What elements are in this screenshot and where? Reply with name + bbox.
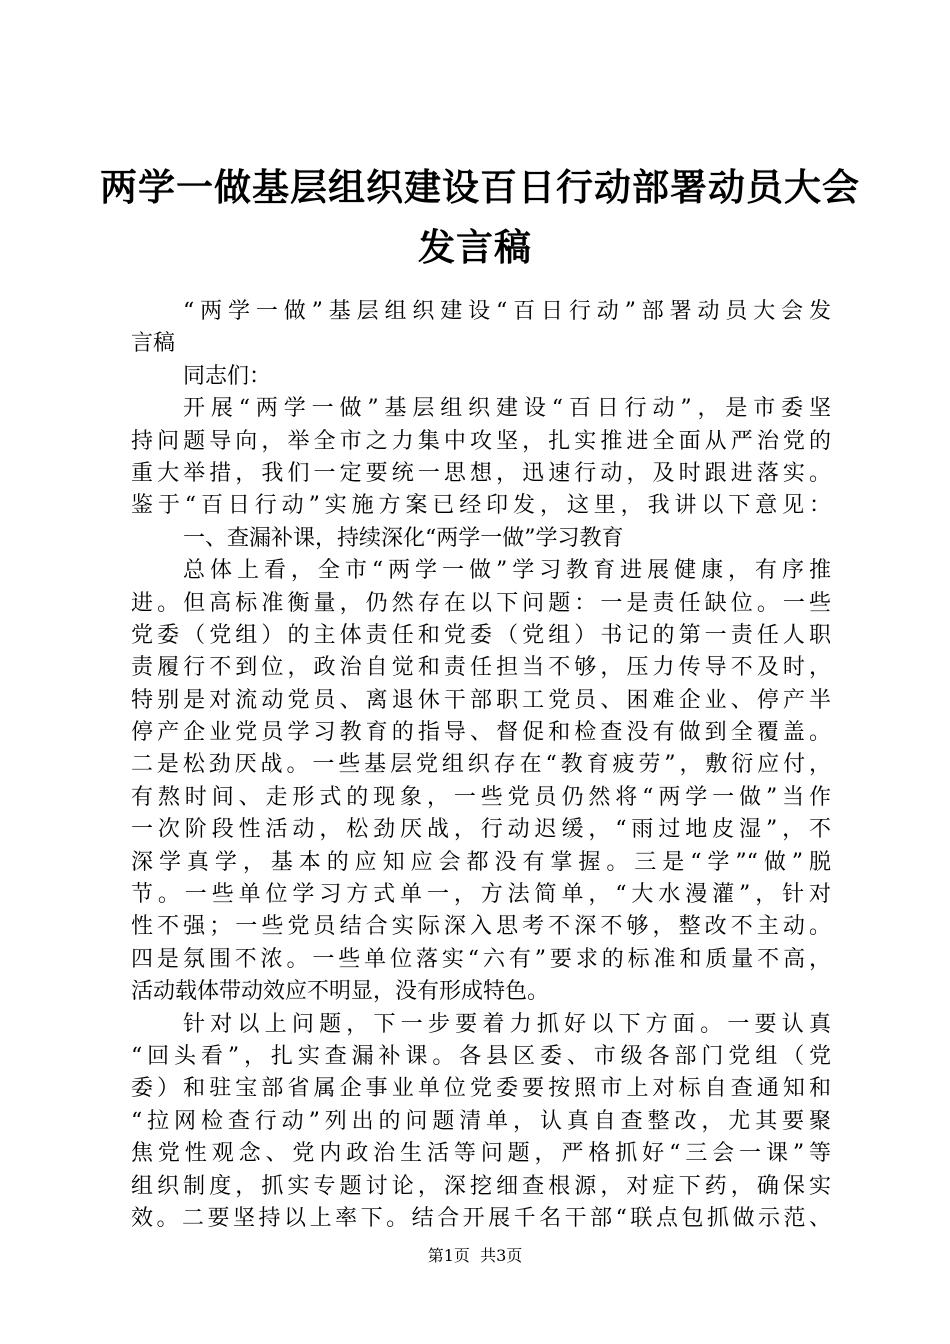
body-line: 总体上看，全市“两学一做”学习教育进展健康，有序推 [183, 558, 831, 584]
body-line: 言稿 [131, 331, 176, 357]
body-line: 焦党性观念、党内政治生活等问题，严格抓好“三会一课”等 [131, 1141, 831, 1167]
body-line: 重大举措，我们一定要统一思想，迅速行动，及时跟进落实。 [131, 460, 831, 486]
document-title-line-2: 发言稿 [418, 225, 532, 269]
body-line: 性不强；一些党员结合实际深入思考不深不够，整改不主动。 [131, 914, 831, 940]
body-line: 特别是对流动党员、离退休干部职工党员、困难企业、停产半 [131, 687, 831, 713]
body-line: 二是松劲厌战。一些基层党组织存在“教育疲劳”，敷衍应付， [131, 752, 831, 778]
body-line: “拉网检查行动”列出的问题清单，认真自查整改，尤其要聚 [131, 1108, 831, 1134]
body-line: 有熬时间、走形式的现象，一些党员仍然将“两学一做”当作 [131, 784, 831, 810]
body-line: 委）和驻宝部省属企事业单位党委要按照市上对标自查通知和 [131, 1076, 831, 1102]
body-line: 同志们： [183, 363, 272, 389]
body-line: “两学一做”基层组织建设“百日行动”部署动员大会发 [183, 299, 831, 324]
document-body [131, 296, 831, 1235]
body-line: 针对以上问题，下一步要着力抓好以下方面。一要认真 [183, 1011, 831, 1037]
body-line: 鉴于“百日行动”实施方案已经印发，这里，我讲以下意见： [131, 493, 831, 519]
body-line: 节。一些单位学习方式单一，方法简单，“大水漫灌”，针对 [131, 882, 831, 908]
section-heading: 一、查漏补课，持续深化“两学一做”学习教育 [183, 525, 624, 551]
body-line: 责履行不到位，政治自觉和责任担当不够，压力传导不及时， [131, 655, 831, 681]
body-line: 一次阶段性活动，松劲厌战，行动迟缓，“雨过地皮湿”，不 [131, 817, 831, 843]
document-title-line-1: 两学一做基层组织建设百日行动部署动员大会 [100, 165, 860, 209]
page-number-footer: 第1页 共3页 [427, 1246, 523, 1265]
body-line: 停产企业党员学习教育的指导、督促和检查没有做到全覆盖。 [131, 720, 831, 746]
body-line: 四是氛围不浓。一些单位落实“六有”要求的标准和质量不高， [131, 946, 831, 972]
body-line: 深学真学，基本的应知应会都没有掌握。三是“学”“做”脱 [131, 849, 831, 875]
body-line: 进。但高标准衡量，仍然存在以下问题：一是责任缺位。一些 [131, 590, 831, 616]
body-line: 持问题导向，举全市之力集中攻坚，扎实推进全面从严治党的 [131, 428, 831, 454]
body-line: 组织制度，抓实专题讨论，深挖细查根源，对症下药，确保实 [131, 1173, 831, 1199]
body-line: 效。二要坚持以上率下。结合开展千名干部“联点包抓做示范、 [131, 1205, 831, 1231]
body-line: 党委（党组）的主体责任和党委（党组）书记的第一责任人职 [131, 622, 831, 648]
body-line: 活动载体带动效应不明显，没有形成特色。 [131, 979, 550, 1005]
body-line: “回头看”，扎实查漏补课。各县区委、市级各部门党组（党 [131, 1043, 831, 1069]
body-line: 开展“两学一做”基层组织建设“百日行动”，是市委坚 [183, 396, 831, 422]
